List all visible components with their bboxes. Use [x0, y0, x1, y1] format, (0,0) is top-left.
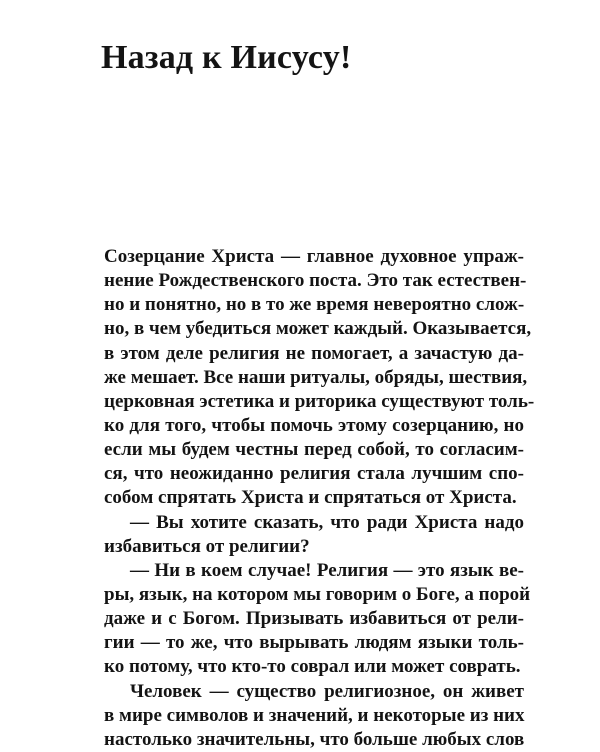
chapter-title: Назад к Иисусу! — [101, 39, 352, 76]
text-line: но и понятно, но в то же время невероятно слож- — [104, 294, 525, 316]
text-line: но, в чем убедиться может каждый. Оказывается, — [104, 318, 532, 340]
text-line: настолько значительны, что больше любых слов — [104, 728, 525, 750]
text-line: Созерцание Христа — главное духовное упраж- — [104, 246, 524, 267]
text-line: же мешает. Все наши ритуалы, обряды, шествия, — [104, 366, 528, 388]
text-line: ко для того, чтобы помочь этому созерцанию, но — [104, 414, 524, 436]
text-line: нение Рождественского поста. Это так естествен- — [104, 270, 527, 292]
body-text — [104, 245, 535, 752]
text-line: ся, что неожиданно религия стала лучшим спо- — [104, 463, 524, 485]
text-line: ры, язык, на котором мы говорим о Боге, а порой — [104, 583, 531, 605]
text-line: ко потому, что кто-то соврал или может соврать. — [104, 656, 521, 678]
text-line: гии — то же, что вырывать людям языки толь- — [104, 632, 524, 654]
text-line: — Ни в коем случае! Религия — это язык ве- — [130, 559, 524, 581]
text-line: Человек — существо религиозное, он живет — [130, 680, 524, 702]
text-line: даже и с Богом. Призывать избавиться от рели- — [104, 608, 524, 630]
text-line: избавиться от религии? — [104, 535, 310, 557]
text-line: в этом деле религия не помогает, а зачастую да- — [104, 342, 524, 364]
text-line: — Вы хотите сказать, что ради Христа надо — [130, 511, 524, 533]
text-line: если мы будем честны перед собой, то согласим- — [104, 439, 524, 461]
text-line: в мире символов и значений, и некоторые из них — [104, 704, 525, 726]
text-line: собом спрятать Христа и спрятаться от Христа. — [104, 487, 517, 509]
text-line: церковная эстетика и риторика существуют толь- — [104, 390, 535, 412]
